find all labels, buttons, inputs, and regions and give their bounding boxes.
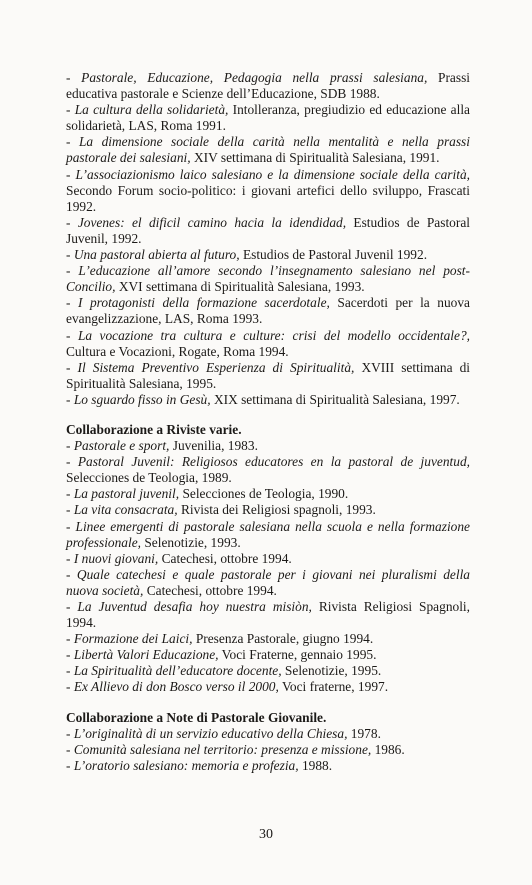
bibliography-entry — [66, 647, 470, 663]
entry-publication: XVI settimana di Spiritualità Salesiana, 1993. — [115, 279, 365, 295]
entry-title: L’originalità di un servizio educativo della Chiesa, — [73, 725, 348, 741]
entry-title: Una pastoral abierta al futuro, — [73, 247, 240, 263]
bibliography-body — [66, 70, 470, 774]
entry-title: Jovenes: el dificil camino hacia la idendidad, — [77, 214, 347, 230]
bibliography-section — [66, 422, 470, 696]
entry-publication: Secondo Forum socio-politico: i giovani artefici dello sviluppo, Frascati 1992. — [66, 182, 470, 214]
entry-title: Il Sistema Preventivo Esperienza di Spiritualità, — [77, 359, 355, 375]
bibliography-entry — [66, 134, 470, 166]
bibliography-section — [66, 710, 470, 774]
entry-dash: - — [66, 725, 74, 741]
section-heading: Collaborazione a Note di Pastorale Giovanile. — [66, 709, 327, 725]
entry-dash: - — [66, 359, 78, 375]
entry-publication: Voci Fraterne, gennaio 1995. — [218, 647, 377, 663]
entry-publication: Cultura e Vocazioni, Rogate, Roma 1994. — [66, 343, 289, 359]
entry-dash: - — [66, 214, 78, 230]
entry-publication: Catechesi, ottobre 1994. — [158, 550, 292, 566]
entry-dash: - — [66, 663, 74, 679]
entry-title: Pastoral Juvenil: Religiosos educatores en la pastoral de juventud, — [77, 454, 470, 470]
entry-publication: 1986. — [371, 741, 405, 757]
bibliography-entry — [66, 360, 470, 392]
entry-dash: - — [66, 502, 74, 518]
bibliography-entry — [66, 726, 470, 742]
entry-publication: Juvenilia, 1983. — [169, 438, 258, 454]
entry-title: Ex Allievo di don Bosco verso il 2000, — [73, 679, 279, 695]
entry-title: La Spiritualità dell’educatore docente, — [73, 663, 282, 679]
bibliography-entry — [66, 742, 470, 758]
bibliography-entry — [66, 454, 470, 486]
entry-publication: Rivista dei Religiosi spagnoli, 1993. — [177, 502, 376, 518]
bibliography-entry — [66, 263, 470, 295]
bibliography-entry — [66, 567, 470, 599]
entry-dash: - — [66, 391, 74, 407]
entry-publication: XIX settimana di Spiritualità Salesiana, 1997. — [210, 391, 460, 407]
entry-dash: - — [66, 741, 74, 757]
entry-dash: - — [66, 679, 74, 695]
bibliography-entry — [66, 215, 470, 247]
entry-title: La vita consacrata, — [73, 502, 178, 518]
bibliography-entry — [66, 392, 470, 408]
bibliography-entry — [66, 295, 470, 327]
entry-publication: Voci fraterne, 1997. — [278, 679, 389, 695]
bibliography-entry — [66, 102, 470, 134]
entry-dash: - — [66, 247, 74, 263]
entry-title: L’educazione all’amore secondo l’insegnamento salesiano nel post-Concilio, — [66, 263, 470, 295]
bibliography-entry — [66, 758, 470, 774]
entry-title: Lo sguardo fisso in Gesù, — [73, 391, 211, 407]
entry-dash: - — [66, 263, 79, 279]
entry-dash: - — [66, 486, 74, 502]
entry-publication: Selenotizie, 1993. — [141, 534, 241, 550]
entry-publication: Rivista Religiosi Spagnoli, 1994. — [66, 599, 470, 631]
entry-title: La pastoral juvenil, — [73, 486, 180, 502]
entry-title: La vocazione tra cultura e culture: crisi del modello occidentale?, — [77, 327, 470, 343]
entry-dash: - — [66, 454, 78, 470]
entry-title: Linee emergenti di pastorale salesiana nella scuola e nella formazione professionale, — [66, 518, 471, 550]
bibliography-entry — [66, 599, 470, 631]
entry-title: L’associazionismo laico salesiano e la dimensione sociale della carità, — [75, 166, 470, 182]
bibliography-entry — [66, 502, 470, 518]
entry-dash: - — [66, 647, 74, 663]
bibliography-entry — [66, 663, 470, 679]
entry-dash: - — [66, 166, 76, 182]
entry-title: I nuovi giovani, — [73, 550, 159, 566]
entry-dash: - — [66, 70, 82, 85]
entry-publication: Sacerdoti per la nuova evangelizzazione, LAS, Roma 1993. — [66, 295, 470, 327]
bibliography-entry — [66, 551, 470, 567]
entry-dash: - — [66, 566, 77, 582]
bibliography-entry — [66, 679, 470, 695]
entry-publication: XVIII settimana di Spiritualità Salesiana, 1995. — [66, 359, 470, 391]
entry-publication: Selecciones de Teologia, 1989. — [66, 470, 232, 486]
entry-dash: - — [66, 518, 76, 534]
entry-title: La Juventud desafia hoy nuestra misiòn, — [77, 599, 312, 614]
entry-title: La dimensione sociale della carità nella mentalità e nella prassi pastorale dei salesiani, — [66, 134, 470, 166]
entry-publication: 1988. — [298, 757, 333, 773]
document-page — [66, 70, 470, 774]
entry-publication: 1978. — [347, 725, 381, 741]
entry-dash: - — [66, 550, 74, 566]
bibliography-entry — [66, 247, 470, 263]
entry-publication: Estudios de Pastoral Juvenil 1992. — [239, 247, 428, 263]
entry-publication: XIV settimana di Spiritualità Salesiana, 1991. — [190, 150, 440, 166]
entry-dash: - — [66, 631, 74, 647]
entry-publication: Selecciones de Teologia, 1990. — [179, 486, 349, 502]
entry-title: L’oratorio salesiano: memoria e profezia, — [73, 757, 299, 773]
bibliography-section — [66, 70, 470, 408]
entry-dash: - — [66, 438, 74, 454]
bibliography-entry — [66, 631, 470, 647]
entry-title: Formazione dei Laici, — [73, 631, 193, 647]
entry-dash: - — [66, 134, 79, 150]
page-number: 30 — [259, 827, 273, 842]
entry-title: La cultura della solidarietà, — [74, 102, 229, 118]
bibliography-entry — [66, 519, 470, 551]
bibliography-entry — [66, 486, 470, 502]
entry-title: Libertà Valori Educazione, — [73, 647, 219, 663]
entry-title: Quale catechesi e quale pastorale per i giovani nei pluralismi della nuova società, — [66, 566, 470, 598]
bibliography-entry — [66, 167, 470, 215]
entry-publication: Presenza Pastorale, giugno 1994. — [192, 631, 374, 647]
entry-dash: - — [66, 295, 78, 311]
entry-publication: Estudios de Pastoral Juvenil, 1992. — [66, 214, 471, 246]
entry-dash: - — [66, 327, 78, 343]
entry-title: I protagonisti della formazione sacerdotale, — [77, 295, 330, 311]
entry-dash: - — [66, 757, 74, 773]
entry-title: Pastorale e sport, — [73, 438, 170, 454]
entry-publication: Prassi educativa pastorale e Scienze dell’Educazione, SDB 1988. — [66, 70, 471, 102]
bibliography-entry — [66, 70, 470, 102]
entry-dash: - — [66, 102, 75, 118]
section-heading: Collaborazione a Riviste varie. — [66, 421, 242, 437]
entry-publication: Intolleranza, pregiudizio ed educazione alla solidarietà, LAS, Roma 1991. — [66, 102, 470, 134]
bibliography-entry — [66, 328, 470, 360]
entry-title: Pastorale, Educazione, Pedagogia nella prassi salesiana, — [81, 70, 428, 85]
entry-publication: Catechesi, ottobre 1994. — [143, 582, 277, 598]
entry-dash: - — [66, 599, 78, 614]
entry-title: Comunità salesiana nel territorio: presenza e missione, — [73, 741, 372, 757]
entry-publication: Selenotizie, 1995. — [281, 663, 382, 679]
bibliography-entry — [66, 438, 470, 454]
